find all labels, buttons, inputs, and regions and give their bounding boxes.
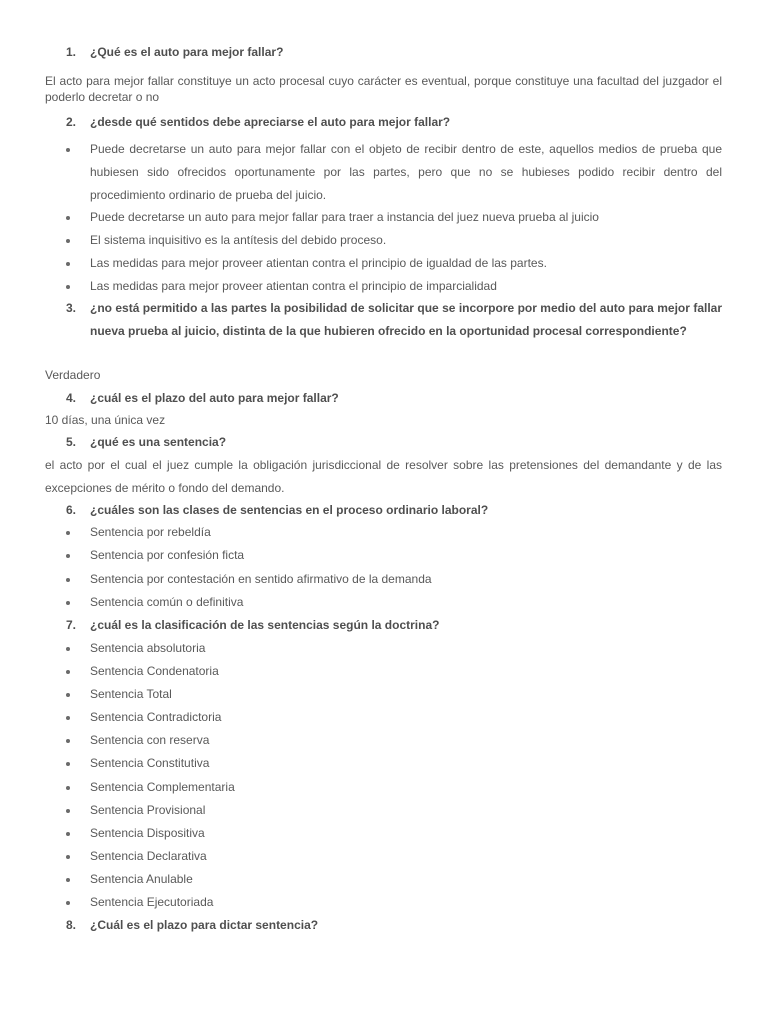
bullet-icon [66, 716, 70, 720]
question-text: ¿cuál es la clasificación de las sentencias según la doctrina? [90, 618, 440, 632]
bullet-icon [66, 578, 70, 582]
question-4 [66, 387, 339, 410]
list-item-text: Sentencia Anulable [90, 872, 193, 886]
question-number: 7. [66, 618, 77, 632]
list-item [66, 591, 722, 614]
list-item-text: Sentencia absolutoria [90, 641, 206, 655]
question-text: ¿qué es una sentencia? [90, 435, 227, 449]
question-number: 3. [66, 301, 77, 315]
list-item-text: Las medidas para mejor proveer atientan contra el principio de igualdad de las partes. [90, 256, 547, 270]
bullet-icon [66, 693, 70, 697]
bullet-icon [66, 809, 70, 813]
list-item-text: Las medidas para mejor proveer atientan contra el principio de imparcialidad [90, 279, 497, 293]
question-number: 5. [66, 435, 77, 449]
list-item [66, 868, 722, 891]
bullet-icon [66, 531, 70, 535]
list-item [66, 706, 722, 729]
bullet-icon [66, 786, 70, 790]
list-item [66, 891, 722, 914]
list-item-text: Puede decretarse un auto para mejor fallar para traer a instancia del juez nueva prueba al juicio [90, 210, 599, 224]
question-number: 8. [66, 918, 77, 932]
answer-4: 10 días, una única vez [45, 413, 166, 427]
question-number: 1. [66, 45, 77, 59]
question-6 [66, 499, 488, 522]
list-item-text: Sentencia con reserva [90, 733, 210, 747]
bullet-icon [66, 148, 70, 152]
bullet-icon [66, 285, 70, 289]
bullet-icon [66, 762, 70, 766]
list-item [66, 683, 722, 706]
list-item [66, 660, 722, 683]
question-3 [66, 297, 722, 343]
list-item [66, 568, 722, 591]
list-item-text: Sentencia por contestación en sentido afirmativo de la demanda [90, 572, 432, 586]
list-item-text: El sistema inquisitivo es la antítesis del debido proceso. [90, 233, 387, 247]
list-item-text: Sentencia Condenatoria [90, 664, 219, 678]
question-text: ¿Qué es el auto para mejor fallar? [90, 45, 284, 59]
answer-5: el acto por el cual el juez cumple la obligación jurisdiccional de resolver sobre las pretensiones del demandante y de las excepciones de mérito o fondo del demando. [45, 458, 722, 495]
question-8 [66, 914, 318, 937]
answer-3: Verdadero [45, 368, 101, 382]
list-item-text: Sentencia Contradictoria [90, 710, 222, 724]
question-text: ¿cuál es el plazo del auto para mejor fallar? [90, 391, 339, 405]
bullet-icon [66, 901, 70, 905]
list-item [66, 729, 722, 752]
list-item-text: Sentencia Provisional [90, 803, 206, 817]
list-item [66, 138, 722, 207]
answer-1: El acto para mejor fallar constituye un acto procesal cuyo carácter es eventual, porque constituye una facultad del juzgador el poderlo decretar o no [45, 74, 722, 104]
list-item-text: Sentencia por confesión ficta [90, 548, 245, 562]
question-1 [66, 41, 283, 64]
list-item [66, 799, 722, 822]
bullet-icon [66, 878, 70, 882]
question-7 [66, 614, 439, 637]
list-item [66, 252, 722, 275]
bullet-icon [66, 647, 70, 651]
list-item [66, 521, 722, 544]
list-item [66, 229, 722, 252]
bullet-icon [66, 239, 70, 243]
question-text: ¿no está permitido a las partes la posibilidad de solicitar que se incorpore por medio del auto para mejor fallar nueva prueba al juicio, distinta de la que hubieren ofrecido en la oportunidad procesal correspondiente? [90, 301, 722, 338]
list-item-text: Sentencia Ejecutoriada [90, 895, 214, 909]
question-number: 6. [66, 503, 77, 517]
bullet-icon [66, 216, 70, 220]
list-item [66, 275, 722, 298]
question-5 [66, 431, 226, 454]
question-text: ¿Cuál es el plazo para dictar sentencia? [90, 918, 319, 932]
list-item-text: Puede decretarse un auto para mejor fallar con el objeto de recibir dentro de este, aquellos medios de prueba que hubiesen sido ofrecidos oportunamente por las partes, pero que no se hubieses podido recibir dentro del procedimiento ordinario de prueba del juicio. [90, 142, 722, 202]
bullet-icon [66, 601, 70, 605]
list-item [66, 822, 722, 845]
list-item [66, 544, 722, 567]
list-item [66, 776, 722, 799]
list-item-text: Sentencia Dispositiva [90, 826, 205, 840]
list-item [66, 752, 722, 775]
bullet-icon [66, 262, 70, 266]
list-item [66, 637, 722, 660]
list-item-text: Sentencia Declarativa [90, 849, 207, 863]
list-item [66, 845, 722, 868]
bullet-icon [66, 554, 70, 558]
question-text: ¿cuáles son las clases de sentencias en el proceso ordinario laboral? [90, 503, 489, 517]
list-item-text: Sentencia por rebeldía [90, 525, 211, 539]
list-item [66, 206, 722, 229]
bullet-icon [66, 855, 70, 859]
question-text: ¿desde qué sentidos debe apreciarse el auto para mejor fallar? [90, 115, 451, 129]
list-item-text: Sentencia Complementaria [90, 780, 235, 794]
question-number: 4. [66, 391, 77, 405]
question-2 [66, 111, 450, 134]
bullet-icon [66, 739, 70, 743]
bullet-icon [66, 832, 70, 836]
list-item-text: Sentencia Constitutiva [90, 756, 210, 770]
question-number: 2. [66, 115, 77, 129]
list-item-text: Sentencia común o definitiva [90, 595, 244, 609]
bullet-icon [66, 670, 70, 674]
list-item-text: Sentencia Total [90, 687, 172, 701]
